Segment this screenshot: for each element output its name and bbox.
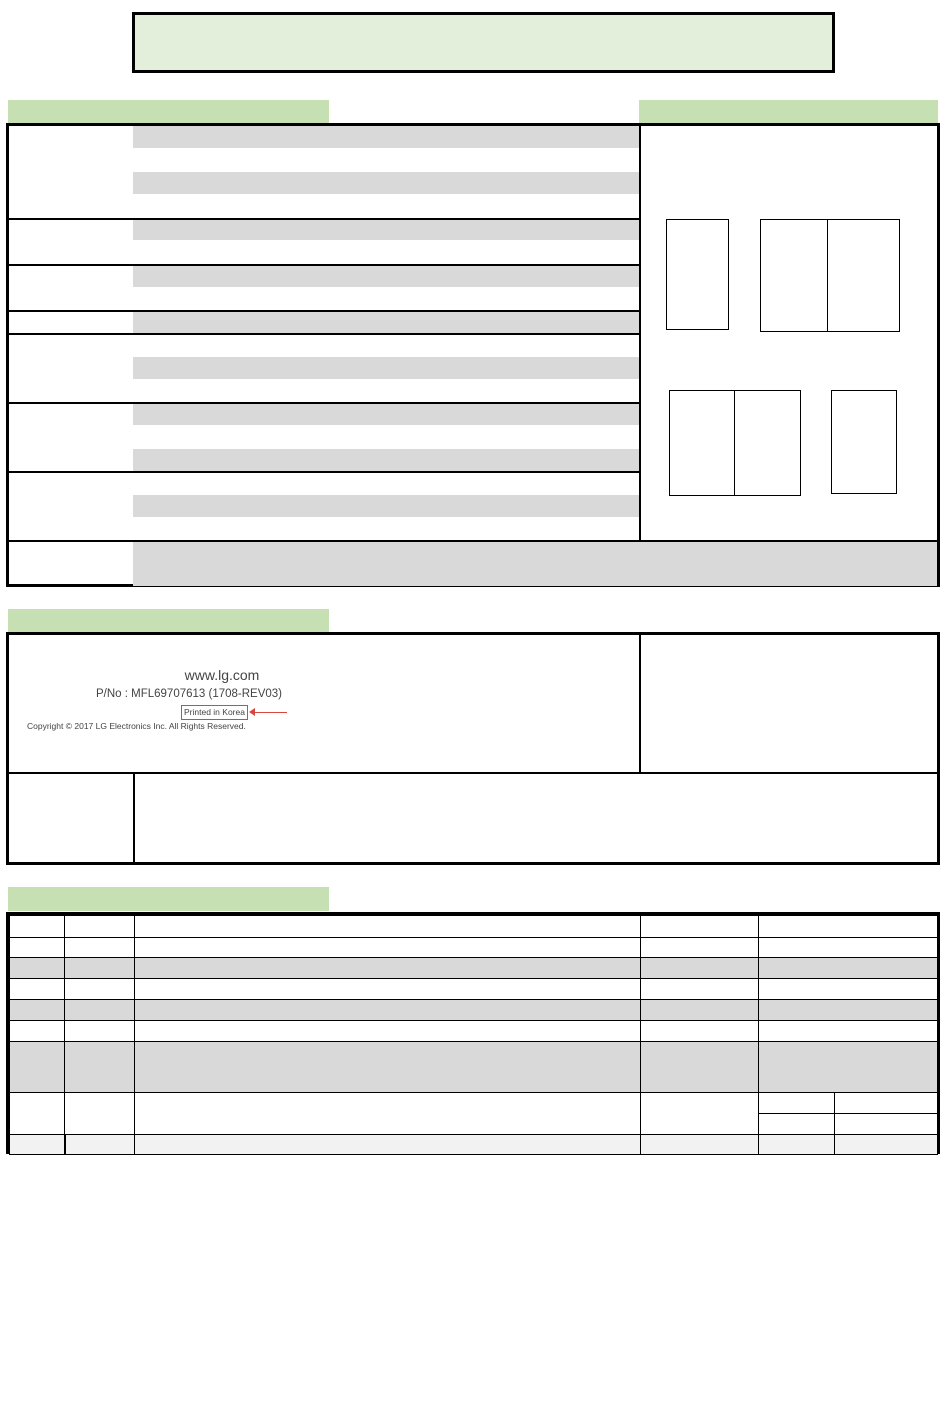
table-row [10, 1042, 938, 1093]
spec-row-value [133, 449, 639, 471]
page-layout-diagram [760, 219, 828, 332]
website-text: www.lg.com [184, 667, 260, 683]
revision-grid [9, 915, 938, 1155]
column-divider [133, 773, 135, 862]
spec-row-value [133, 311, 639, 333]
row-divider [9, 772, 937, 774]
spec-notes-value [133, 542, 937, 586]
printed-in-korea-badge: Printed in Korea [181, 705, 248, 720]
arrow-head-icon [249, 708, 255, 716]
page-layout-diagram [831, 390, 897, 494]
spec-row-value [133, 495, 639, 517]
page-layout-diagram [827, 219, 900, 332]
page-layout-diagram [669, 390, 736, 496]
label-table [6, 632, 940, 865]
table-row [10, 938, 938, 958]
layout-section-tab [639, 100, 938, 124]
table-row [10, 1135, 938, 1155]
spec-table [6, 123, 940, 587]
page-layout-diagram [734, 390, 801, 496]
spec-row-value [133, 357, 639, 379]
label-section-tab [8, 609, 329, 633]
row-divider [9, 310, 639, 312]
row-divider [9, 333, 639, 335]
page-layout-diagram [666, 219, 729, 330]
row-divider [9, 402, 639, 404]
revision-section-tab [8, 887, 329, 911]
table-row [10, 916, 938, 938]
document-title-box [132, 12, 835, 73]
spec-row-value [133, 403, 639, 425]
row-divider [9, 471, 639, 473]
row-divider [9, 540, 937, 542]
spec-row-value [133, 172, 639, 194]
column-divider [639, 126, 641, 541]
table-row [10, 1093, 938, 1114]
row-divider [9, 264, 639, 266]
spec-section-tab [8, 100, 329, 124]
spec-row-value [133, 126, 639, 148]
column-divider [639, 635, 641, 772]
copyright-text: Copyright © 2017 LG Electronics Inc. All Rights Reserved. [27, 721, 246, 731]
table-row [10, 979, 938, 1000]
table-row [10, 958, 938, 979]
table-row [10, 1000, 938, 1021]
revision-table [6, 912, 940, 1154]
spec-row-value [133, 265, 639, 287]
highlight-arrow [253, 712, 287, 713]
spec-row-value [133, 218, 639, 240]
table-row [10, 1021, 938, 1042]
row-divider [9, 218, 639, 220]
part-number-text: P/No : MFL69707613 (1708-REV03) [95, 688, 283, 700]
